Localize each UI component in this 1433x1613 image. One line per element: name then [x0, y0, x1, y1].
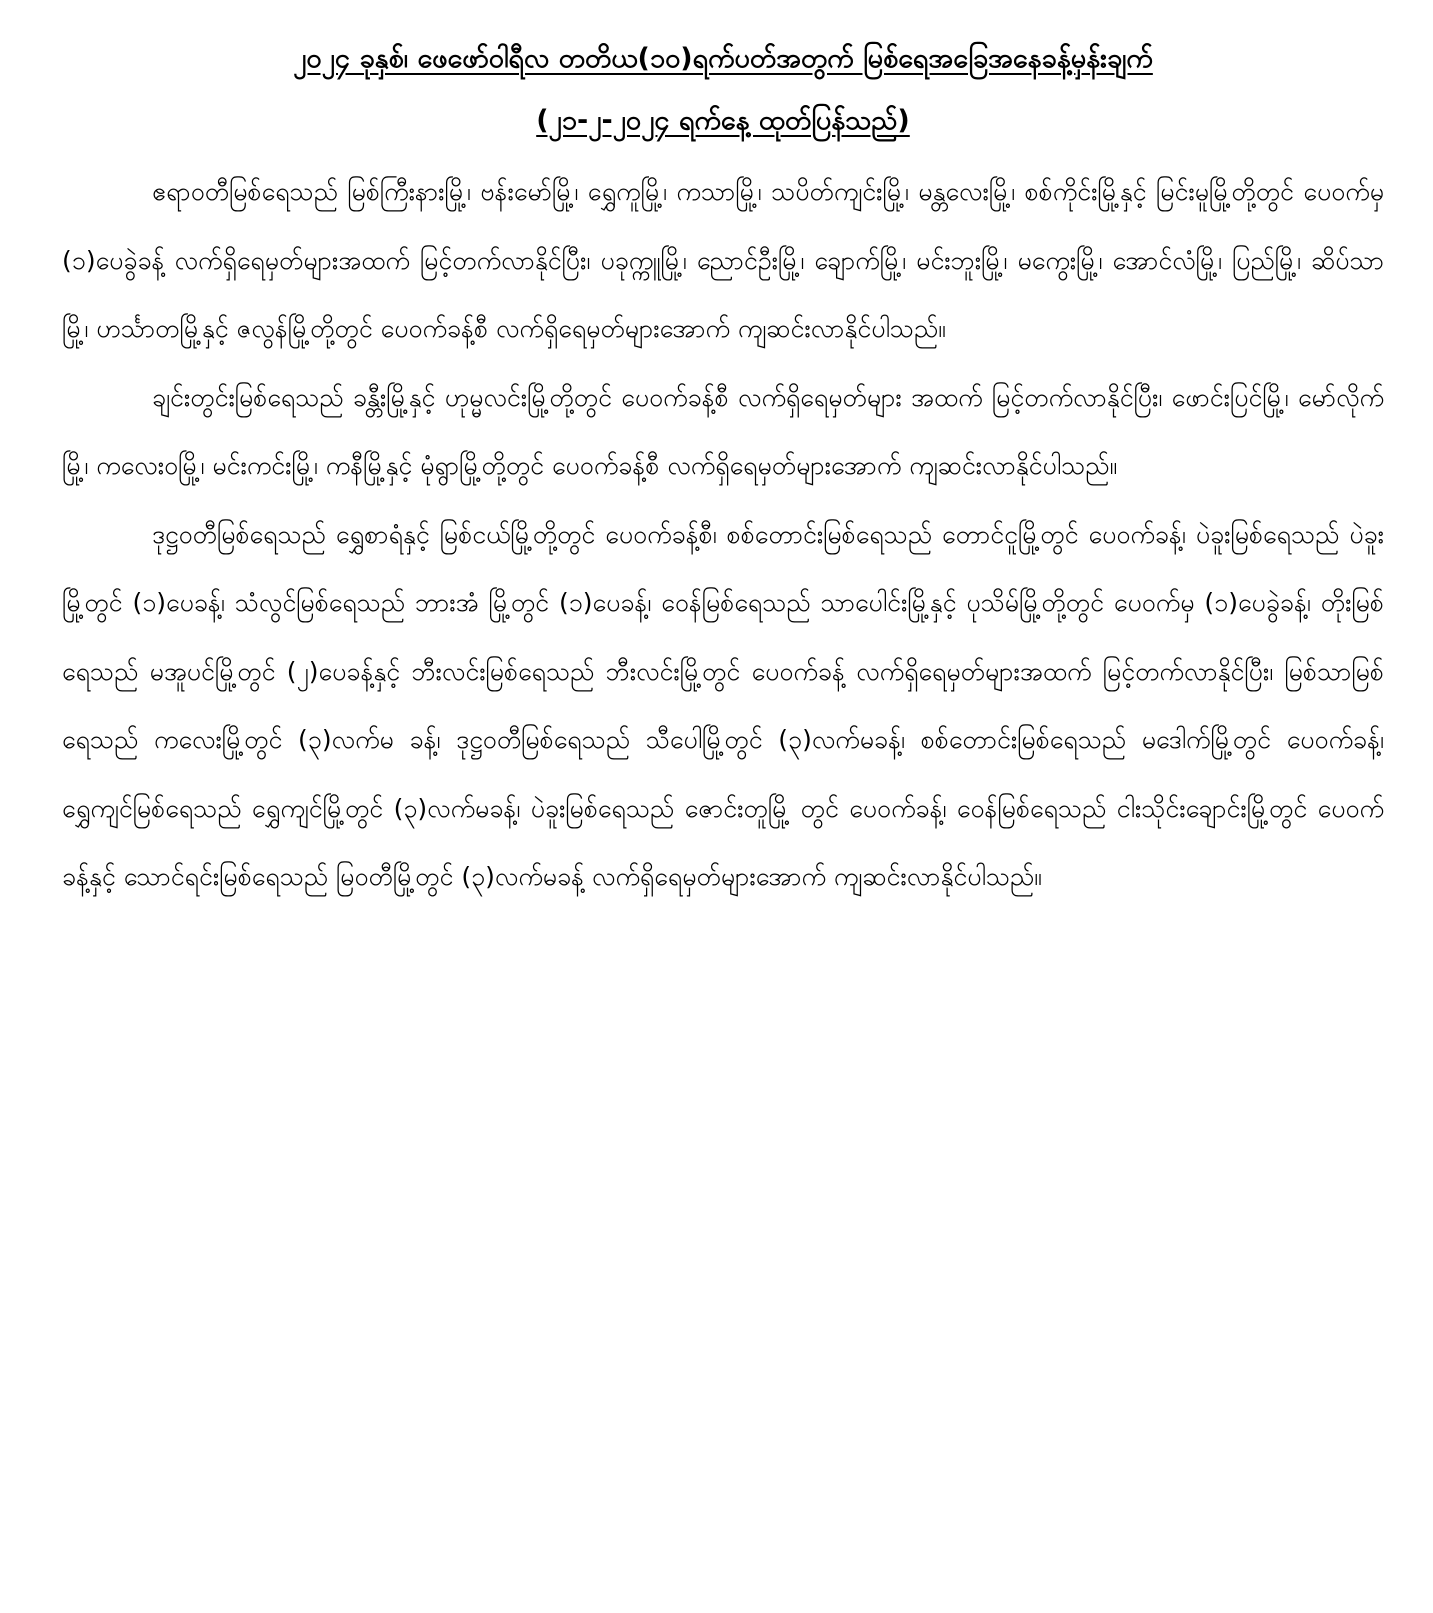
paragraph-ayeyarwady: ဧရာဝတီမြစ်ရေသည် မြစ်ကြီးနားမြို့၊ ဗန်းမော်မြို့၊ ရွှေကူမြို့၊ ကသာမြို့၊ သပိတ်ကျင်းမြို့၊ မန္တလေးမြို့၊ စစ်ကိုင်းမြို့နှင့် မြင်းမူမြို့တို့တွင် ပေဝက်မှ (၁)ပေခွဲခန့် လက်ရှိရေမှတ်များအထက် မြင့်တက်လာနိုင်ပြီး၊ ပခုက္ကူမြို့၊ ညောင်ဦးမြို့၊ ချောက်မြို့၊ မင်းဘူးမြို့၊ မကွေးမြို့၊ အောင်လံမြို့၊ ပြည်မြို့၊ ဆိပ်သာမြို့၊ ဟင်္သာတမြို့နှင့် ဇလွန်မြို့တို့တွင် ပေဝက်ခန့်စီ လက်ရှိရေမှတ်များအောက် ကျဆင်းလာနိုင်ပါသည်။ [62, 177, 1384, 343]
paragraph-chindwin: ချင်းတွင်းမြစ်ရေသည် ခန္တီးမြို့နှင့် ဟုမ္မလင်းမြို့တို့တွင် ပေဝက်ခန့်စီ လက်ရှိရေမှတ်များ အထက် မြင့်တက်လာနိုင်ပြီး၊ ဖောင်းပြင်မြို့၊ မော်လိုက်မြို့၊ ကလေးဝမြို့၊ မင်းကင်းမြို့၊ ကနီမြို့နှင့် မုံရွာမြို့တို့တွင် ပေဝက်ခန့်စီ လက်ရှိရေမှတ်များအောက် ကျဆင်းလာနိုင်ပါသည်။ [62, 382, 1384, 480]
document-title [62, 28, 1384, 90]
document-page [62, 28, 1384, 912]
title-line-2: (၂၁-၂-၂၀၂၄ ရက်နေ့ ထုတ်ပြန်သည်) [536, 105, 910, 136]
document-subtitle [62, 90, 1384, 152]
paragraph-other-rivers: ဒုဋ္ဌဝတီမြစ်ရေသည် ရွှေစာရံနှင့် မြစ်ငယ်မြို့တို့တွင် ပေဝက်ခန့်စီ၊ စစ်တောင်းမြစ်ရေသည် တောင်ငူမြို့တွင် ပေဝက်ခန့်၊ ပဲခူးမြစ်ရေသည် ပဲခူးမြို့တွင် (၁)ပေခန့်၊ သံလွင်မြစ်ရေသည် ဘားအံ မြို့တွင် (၁)ပေခန့်၊ ဝေန်မြစ်ရေသည် သာပေါင်းမြို့နှင့် ပုသိမ်မြို့တို့တွင် ပေဝက်မှ (၁)ပေခွဲခန့်၊ တိုးမြစ်ရေသည် မအူပင်မြို့တွင် (၂)ပေခန့်နှင့် ဘီးလင်းမြစ်ရေသည် ဘီးလင်းမြို့တွင် ပေဝက်ခန့် လက်ရှိရေမှတ်များအထက် မြင့်တက်လာနိုင်ပြီး၊ မြစ်သာမြစ်ရေသည် ကလေးမြို့တွင် (၃)လက်မ ခန့်၊ ဒုဋ္ဌဝတီမြစ်ရေသည် သီပေါမြို့တွင် (၃)လက်မခန့်၊ စစ်တောင်းမြစ်ရေသည် မဒေါက်မြို့တွင် ပေဝက်ခန့်၊ ရွှေကျင်မြစ်ရေသည် ရွှေကျင်မြို့တွင် (၃)လက်မခန့်၊ ပဲခူးမြစ်ရေသည် ဇောင်းတူမြို့ တွင် ပေဝက်ခန့်၊ ဝေန်မြစ်ရေသည် ငါးသိုင်းချောင်းမြို့တွင် ပေဝက်ခန့်နှင့် သောင်ရင်းမြစ်ရေသည် မြဝတီမြို့တွင် (၃)လက်မခန့် လက်ရှိရေမှတ်များအောက် ကျဆင်းလာနိုင်ပါသည်။ [62, 519, 1384, 891]
title-line-1: ၂၀၂၄ ခုနှစ်၊ ဖေဖော်ဝါရီလ တတိယ(၁၀)ရက်ပတ်အတွက် မြစ်ရေအခြေအနေခန့်မှန်းချက် [293, 43, 1153, 74]
